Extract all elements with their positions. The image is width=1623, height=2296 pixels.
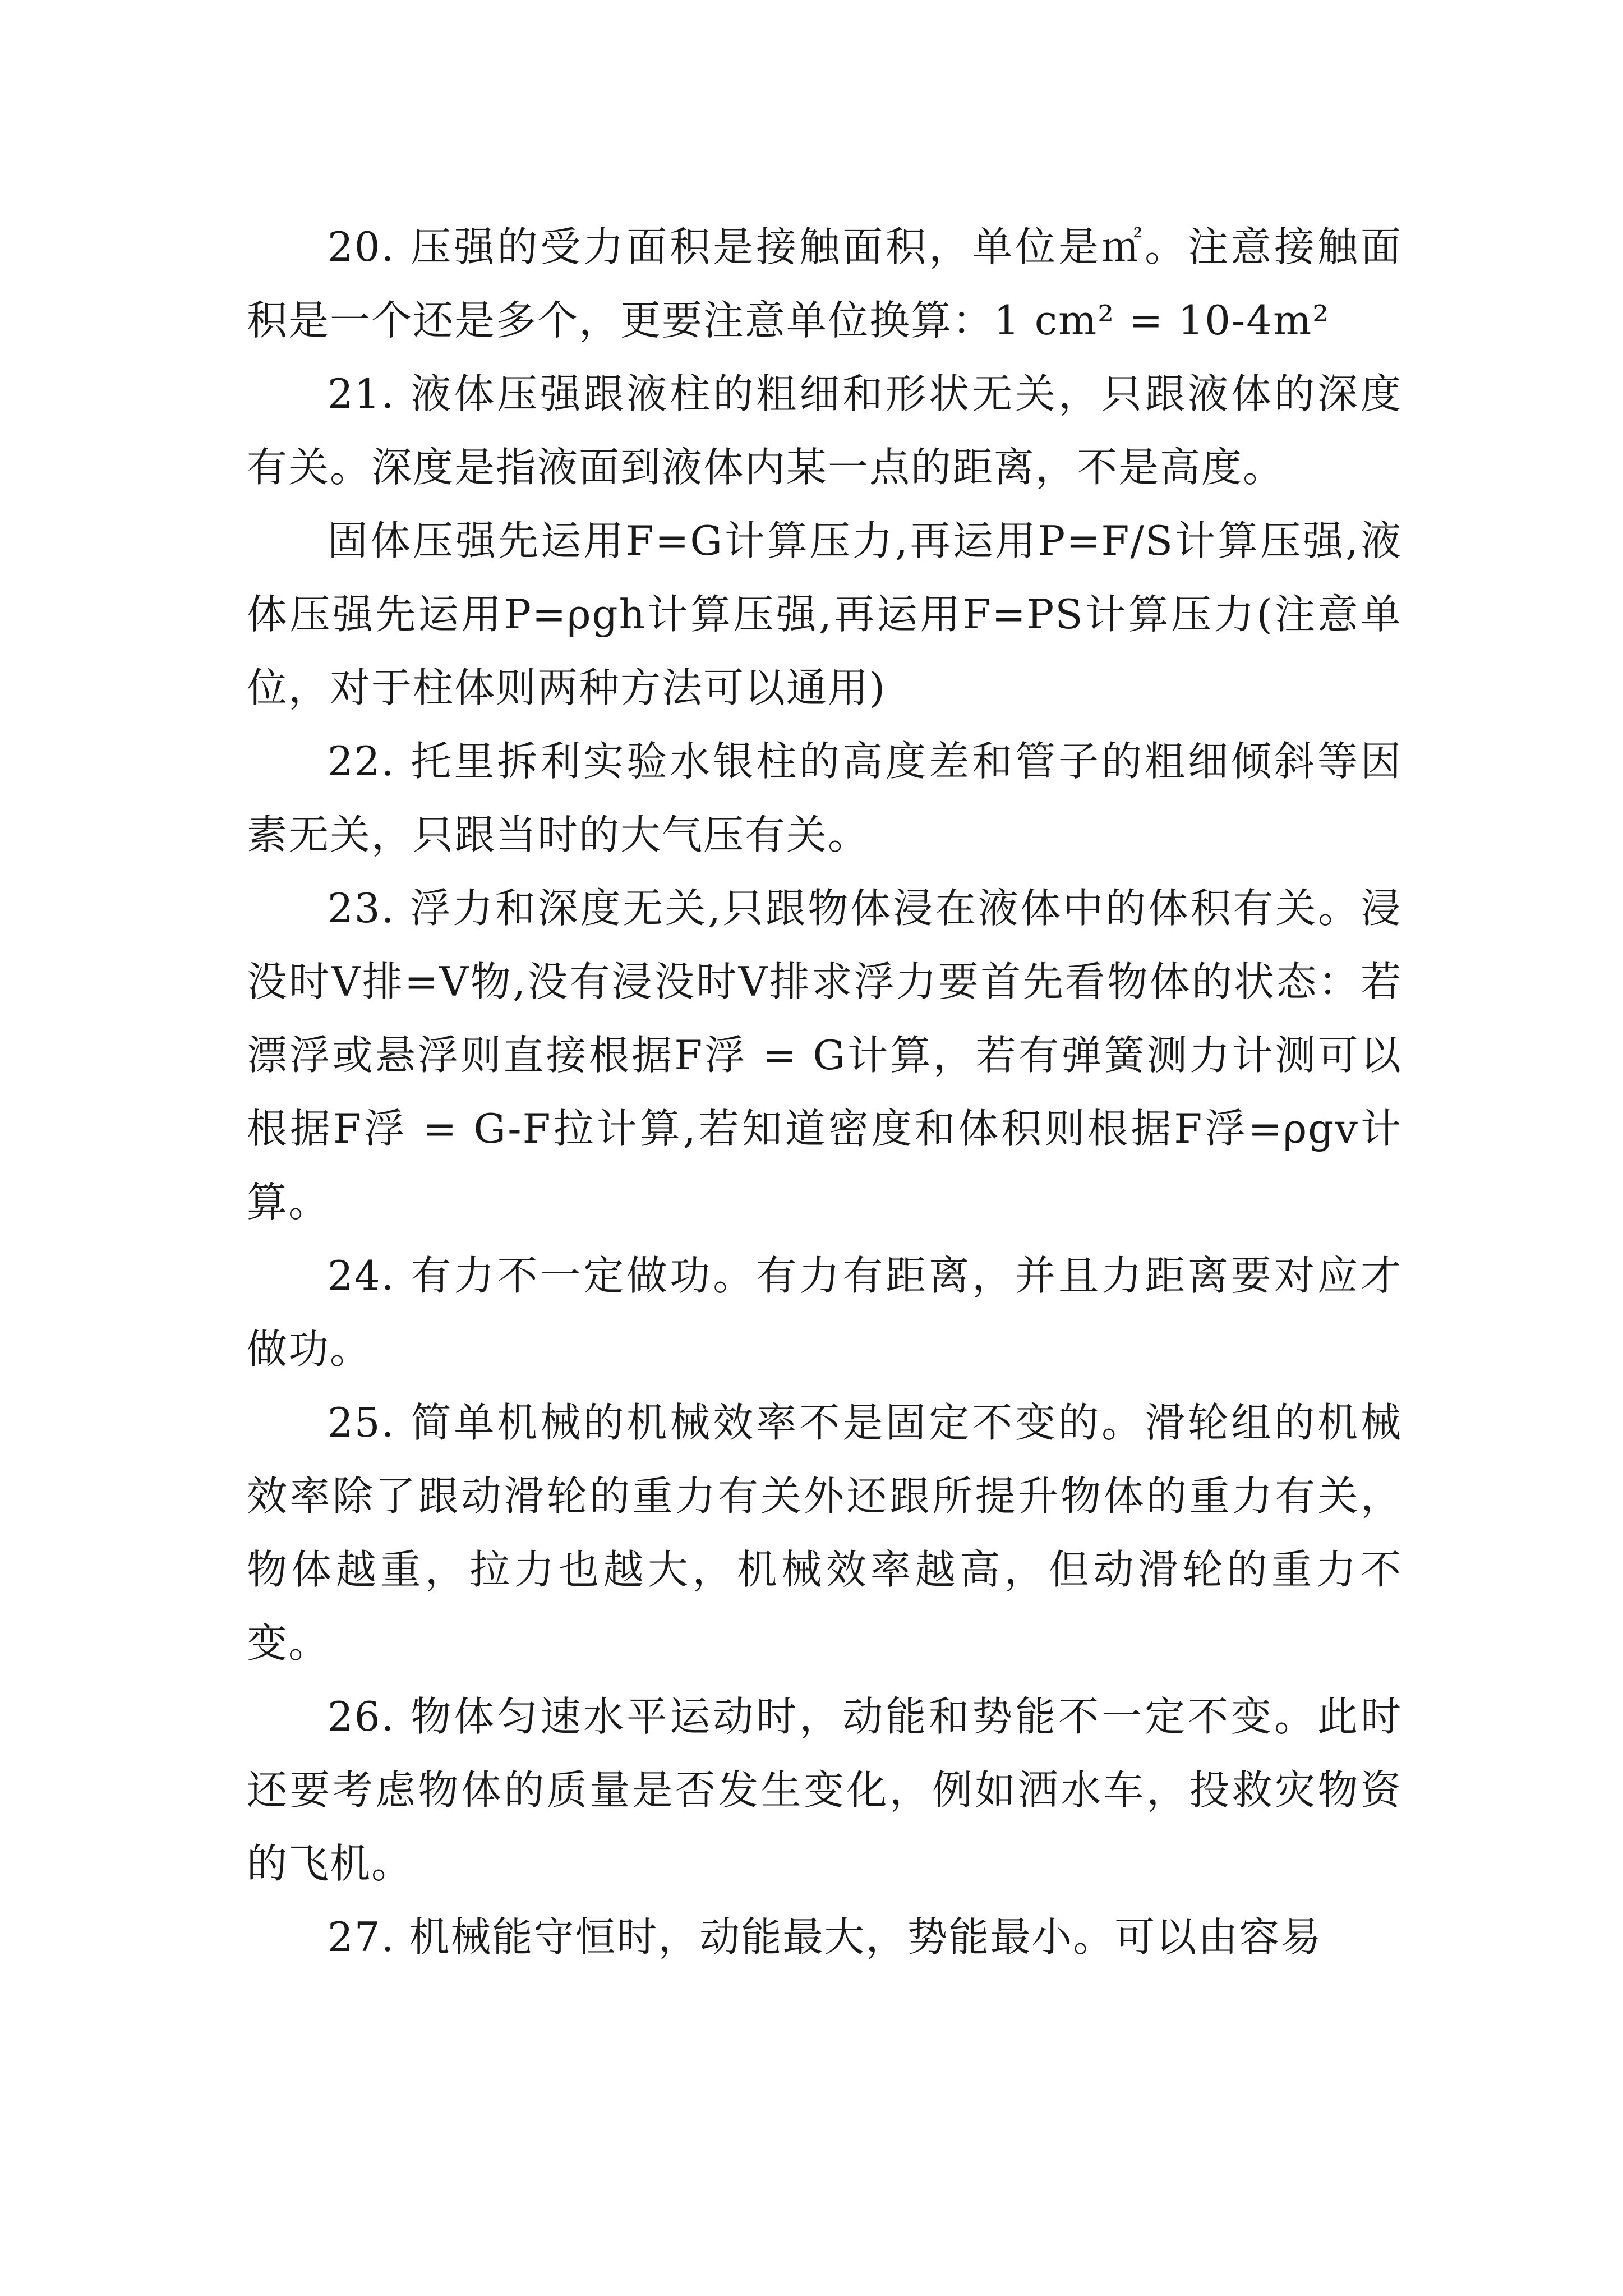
paragraph-22: 22. 托里拆利实验水银柱的高度差和管子的粗细倾斜等因素无关，只跟当时的大气压有关。 bbox=[247, 738, 1402, 858]
paragraph-20: 20. 压强的受力面积是接触面积，单位是㎡。注意接触面积是一个还是多个，更要注意单位换算：1 cm² = 10-4m² bbox=[247, 223, 1402, 344]
paragraph-24: 24. 有力不一定做功。有力有距离，并且力距离要对应才做功。 bbox=[247, 1252, 1402, 1373]
paragraph-25: 25. 简单机械的机械效率不是固定不变的。滑轮组的机械效率除了跟动滑轮的重力有关外还跟所提升物体的重力有关，物体越重，拉力也越大，机械效率越高，但动滑轮的重力不变。 bbox=[247, 1399, 1402, 1667]
paragraph-pressure-methods: 固体压强先运用F=G计算压力,再运用P=F/S计算压强,液体压强先运用P=ρgh计算压强,再运用F=PS计算压力(注意单位，对于柱体则两种方法可以通用) bbox=[247, 517, 1402, 711]
paragraph-21: 21. 液体压强跟液柱的粗细和形状无关，只跟液体的深度有关。深度是指液面到液体内某一点的距离，不是高度。 bbox=[247, 370, 1402, 491]
paragraph-27: 27. 机械能守恒时，动能最大，势能最小。可以由容易 bbox=[328, 1913, 1322, 1961]
document-body bbox=[247, 210, 1402, 1974]
paragraph-26: 26. 物体匀速水平运动时，动能和势能不一定不变。此时还要考虑物体的质量是否发生变化，例如洒水车，投救灾物资的飞机。 bbox=[247, 1693, 1402, 1887]
paragraph-23: 23. 浮力和深度无关,只跟物体浸在液体中的体积有关。浸没时V排=V物,没有浸没时V排求浮力要首先看物体的状态：若漂浮或悬浮则直接根据F浮 = G计算，若有弹簧测力计测可以根据F浮 = G-F拉计算,若知道密度和体积则根据F浮=ρgv计算。 bbox=[247, 885, 1402, 1226]
